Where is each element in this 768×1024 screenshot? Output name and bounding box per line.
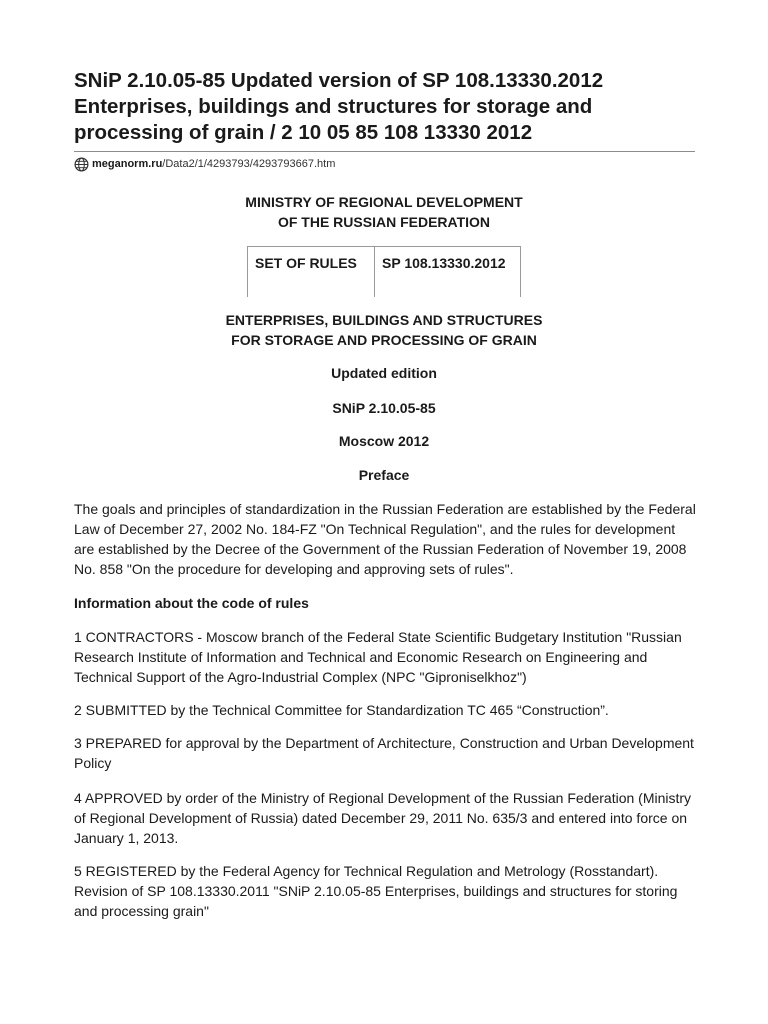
ministry-line-1: MINISTRY OF REGIONAL DEVELOPMENT [245, 194, 523, 210]
ministry-line-2: OF THE RUSSIAN FEDERATION [277, 214, 491, 230]
set-of-rules-value: SP 108.13330.2012 [375, 247, 521, 298]
document-title: SNiP 2.10.05-85 Updated version of SP 108.13330.2012 Enterprises, buildings and structures for storage and processing of grain / 2 10 05 85 108 13330 2012 [74, 69, 604, 144]
set-of-rules-table [247, 246, 521, 297]
subject-heading [74, 310, 694, 350]
preface-heading: Preface [358, 467, 410, 483]
subject-line-2: FOR STORAGE AND PROCESSING OF GRAIN [231, 332, 537, 348]
info-item-5: 5 REGISTERED by the Federal Agency for Technical Regulation and Metrology (Rosstandart). Revision of SP 108.13330.2011 "SNiP 2.10.05-85 Enterprises, buildings and structures for storing and processing grain" [74, 863, 678, 919]
info-item-4: 4 APPROVED by order of the Ministry of Regional Development of the Russian Federation (Ministry of Regional Development of Russia) dated December 29, 2011 No. 635/3 and entered into force on January 1, 2013. [74, 790, 692, 846]
set-of-rules-label: SET OF RULES [248, 247, 375, 298]
preface-paragraph: The goals and principles of standardization in the Russian Federation are established by the Federal Law of December 27, 2002 No. 184-FZ "On Technical Regulation", and the rules for development are established by the Decree of the Government of the Russian Federation of November 19, 2008 No. 858 "On the procedure for developing and approving sets of rules". [74, 501, 696, 577]
source-path[interactable]: /Data2/1/4293793/4293793667.htm [162, 158, 336, 170]
info-heading: Information about the code of rules [74, 595, 309, 611]
subject-line-1: ENTERPRISES, BUILDINGS AND STRUCTURES [225, 312, 543, 328]
source-link[interactable] [74, 156, 335, 172]
info-item-2: 2 SUBMITTED by the Technical Committee for Standardization TC 465 “Construction”. [74, 702, 609, 718]
source-domain[interactable]: meganorm.ru [92, 158, 163, 170]
snip-code: SNiP 2.10.05-85 [332, 400, 436, 416]
edition-label: Updated edition [331, 365, 437, 381]
globe-icon [74, 157, 89, 172]
ministry-heading [74, 192, 694, 232]
title-divider [74, 151, 695, 152]
place-year: Moscow 2012 [338, 433, 430, 449]
table-row [248, 247, 521, 298]
info-item-1: 1 CONTRACTORS - Moscow branch of the Federal State Scientific Budgetary Institution "Russian Research Institute of Information and Technical and Economic Research on Engineering and Technical Support of the Agro-Industrial Complex (NPC "Giproniselkhoz") [74, 629, 682, 685]
info-item-3: 3 PREPARED for approval by the Department of Architecture, Construction and Urban Development Policy [74, 735, 694, 771]
